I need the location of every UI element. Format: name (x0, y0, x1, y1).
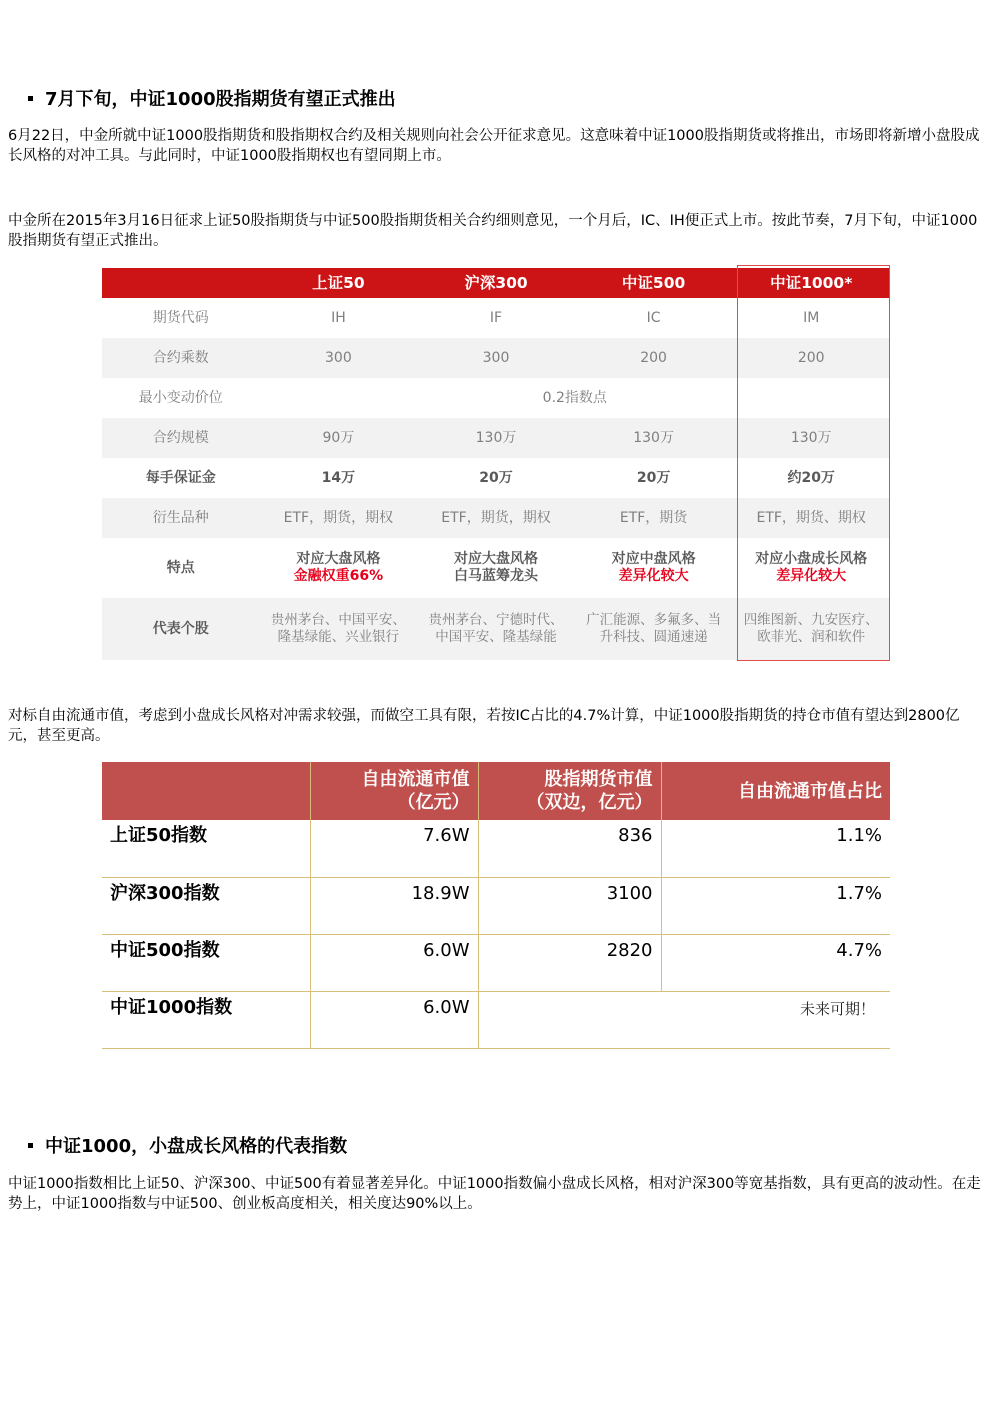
cell-line: 隆基绿能、兴业银行 (277, 629, 400, 645)
table-cell: 约20万 (787, 469, 835, 486)
row-label: 合约乘数 (152, 349, 209, 366)
header-cell-hs300: 沪深300 (464, 273, 528, 292)
table-cell: 130万 (790, 429, 832, 446)
table-cell (417, 598, 575, 660)
ratio-value: 1.1% (661, 820, 890, 877)
table-row (102, 877, 890, 934)
cell-line: 欧菲光、润和软件 (757, 629, 866, 645)
cell-line: 升科技、圆通速递 (599, 629, 708, 645)
cell-line: 对应大盘风格 (296, 551, 381, 567)
table-cell: IM (803, 309, 820, 326)
free-float-value: 6.0W (310, 934, 478, 991)
row-label: 特点 (166, 559, 195, 576)
table-cell (732, 598, 890, 660)
futures-value: 2820 (478, 934, 661, 991)
table-row (102, 458, 890, 498)
index-name: 沪深300指数 (102, 877, 310, 934)
free-float-value: 18.9W (310, 877, 478, 934)
section-heading-index-style (28, 1133, 347, 1157)
index-name: 上证50指数 (102, 820, 310, 877)
table-row (102, 991, 890, 1048)
cell-line-highlight: 金融权重66% (293, 568, 384, 584)
table-cell: 20万 (636, 469, 671, 486)
cell-line: 四维图新、九安医疗、 (743, 612, 879, 628)
table-cell (575, 598, 733, 660)
header-cell-free-float (310, 762, 478, 820)
row-label: 代表个股 (152, 620, 209, 637)
table-cell: ETF，期货、期权 (756, 509, 866, 526)
ratio-value: 4.7% (661, 934, 890, 991)
paragraph-index-comparison: 中证1000指数相比上证50、沪深300、中证500有着显著差异化。中证1000指数偏小盘成长风格，相对沪深300等宽基指数，具有更高的波动性。在走势上，中证1000指数与中证500、创业板高度相关，相关度达90%以上。 (8, 1176, 981, 1212)
table-cell (260, 538, 418, 598)
index-name: 中证1000指数 (102, 991, 310, 1048)
cell-line: 中国平安、隆基绿能 (435, 629, 557, 645)
table-cell (417, 538, 575, 598)
table-row (102, 820, 890, 877)
table-row (102, 538, 890, 598)
row-label: 每手保证金 (145, 469, 216, 486)
header-cell-zz500: 中证500 (621, 273, 686, 292)
section-heading-text: 7月下旬，中证1000股指期货有望正式推出 (45, 89, 396, 110)
section-heading-futures-launch (28, 86, 396, 110)
table-row (102, 378, 890, 418)
cell-line: 广汇能源、多氟多、当 (586, 612, 722, 628)
table-cell (260, 598, 418, 660)
table-cell: 14万 (321, 469, 356, 486)
free-float-value: 6.0W (310, 991, 478, 1048)
futures-value: 836 (478, 820, 661, 877)
cell-line: 对应大盘风格 (453, 551, 538, 567)
table-row (102, 598, 890, 660)
table-cell: 300 (482, 349, 510, 366)
table-cell: 200 (797, 349, 825, 366)
table-corner-cell (102, 762, 310, 820)
header-line: 股指期货市值 (544, 769, 653, 790)
row-label: 合约规模 (152, 429, 209, 446)
cell-line: 白马蓝筹龙头 (453, 568, 538, 584)
header-cell-ratio (661, 762, 890, 820)
square-bullet-icon (28, 96, 33, 101)
table-cell: ETF，期货 (619, 509, 688, 526)
free-float-value: 7.6W (310, 820, 478, 877)
market-value-table (102, 762, 890, 1049)
table-cell: ETF，期货，期权 (441, 509, 551, 526)
cell-line-highlight: 差异化较大 (618, 568, 689, 584)
table-header-row (102, 762, 890, 820)
table-cell: 130万 (633, 429, 674, 446)
cell-line: 对应小盘成长风格 (755, 551, 868, 567)
header-cell-futures-value (478, 762, 661, 820)
outlook-note: 未来可期！ (478, 991, 890, 1048)
paragraph-consultation: 6月22日，中金所就中证1000股指期货和股指期权合约及相关规则向社会公开征求意见。这意味着中证1000股指期货或将推出，市场即将新增小盘股成长风格的对冲工具。与此同时，中证1000股指期权也有望同期上市。 (8, 128, 980, 164)
futures-contract-table (102, 268, 890, 660)
table-cell: IH (331, 309, 346, 326)
cell-line-highlight: 差异化较大 (776, 568, 847, 584)
row-label: 衍生品种 (152, 509, 209, 526)
header-cell-sz50: 上证50 (312, 273, 365, 292)
cell-line: 对应中盘风格 (611, 551, 696, 567)
header-line: （亿元） (397, 792, 470, 813)
table-cell: 300 (325, 349, 352, 366)
paragraph-launch-timing: 中金所在2015年3月16日征求上证50股指期货与中证500股指期货相关合约细则意见，一个月后，IC、IH便正式上市。按此节奏，7月下旬，中证1000股指期货有望正式推出。 (8, 213, 978, 249)
header-line: （双边，亿元） (526, 792, 653, 813)
table-corner-cell (102, 268, 260, 298)
table-row (102, 934, 890, 991)
paragraph-market-estimate: 对标自由流通市值，考虑到小盘成长风格对冲需求较强，而做空工具有限，若按IC占比的4.7%计算，中证1000股指期货的持仓市值有望达到2800亿元，甚至更高。 (8, 708, 960, 744)
section-heading-text: 中证1000，小盘成长风格的代表指数 (45, 1136, 348, 1157)
table-cell: IC (646, 309, 661, 326)
table-header-row (102, 268, 890, 298)
table-cell: IF (489, 309, 503, 326)
table-cell: ETF，期货，期权 (283, 509, 394, 526)
table-row (102, 418, 890, 458)
header-line: 自由流通市值占比 (738, 780, 882, 802)
row-label: 最小变动价位 (138, 389, 223, 406)
table-row (102, 498, 890, 538)
cell-line: 贵州茅台、宁德时代、 (428, 612, 564, 628)
table-cell: 130万 (475, 429, 517, 446)
table-cell: 90万 (322, 429, 355, 446)
index-name: 中证500指数 (102, 934, 310, 991)
table-row (102, 338, 890, 378)
header-cell-zz1000: 中证1000* (770, 273, 853, 292)
futures-value: 3100 (478, 877, 661, 934)
table-cell (732, 538, 890, 598)
square-bullet-icon (28, 1143, 33, 1148)
table-cell (575, 538, 733, 598)
header-line: 自由流通市值 (361, 769, 470, 790)
merged-table-cell: 0.2指数点 (542, 389, 607, 406)
cell-line: 贵州茅台、中国平安、 (270, 612, 406, 628)
row-label: 期货代码 (152, 309, 209, 326)
table-row (102, 298, 890, 338)
table-cell: 200 (640, 349, 667, 366)
ratio-value: 1.7% (661, 877, 890, 934)
table-cell: 20万 (479, 469, 513, 486)
